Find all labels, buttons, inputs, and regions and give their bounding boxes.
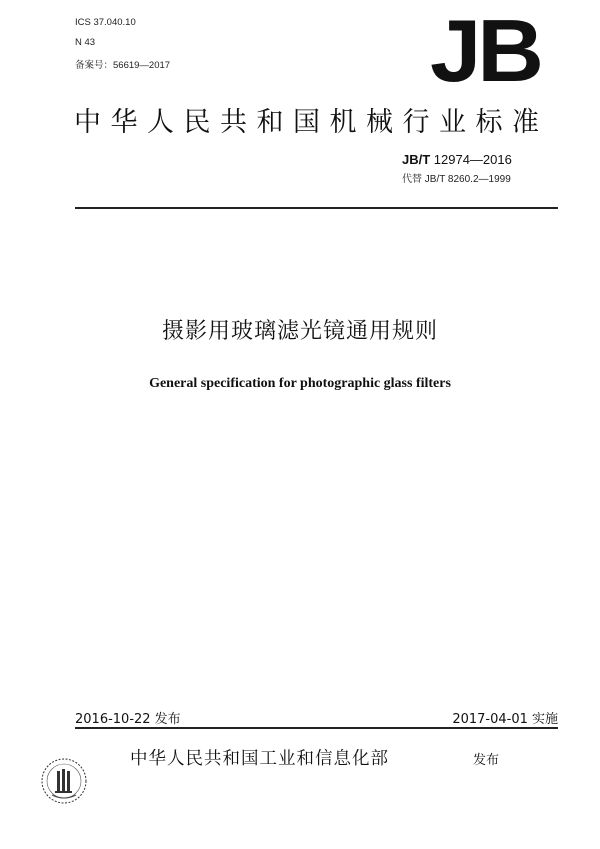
standard-code: 12974—2016 — [430, 152, 512, 167]
standard-prefix: JB/T — [402, 152, 431, 167]
industry-standard-heading: 中华人民共和国机械行业标准 — [74, 107, 549, 138]
standard-number — [402, 152, 512, 167]
ccs-code: N 43 — [75, 37, 96, 48]
filing-number: 备案号：56619—2017 — [75, 60, 171, 71]
publisher-name: 中华人民共和国工业和信息化部 — [130, 749, 389, 769]
bottom-divider — [75, 727, 558, 729]
jb-logo: JB — [430, 1, 540, 100]
ics-code: ICS 37.040.10 — [75, 17, 136, 28]
top-divider — [75, 207, 558, 209]
replaces-standard: 代替 JB/T 8260.2—1999 — [402, 174, 511, 185]
ministry-seal-icon — [38, 755, 90, 807]
implementation-date: 2017-04-01 实施 — [452, 712, 558, 727]
publisher-suffix: 发布 — [473, 753, 500, 768]
issue-date: 2016-10-22 发布 — [75, 712, 181, 727]
document-title-chinese: 摄影用玻璃滤光镜通用规则 — [161, 319, 438, 344]
document-title-english: General specification for photographic glass filters — [149, 376, 451, 391]
